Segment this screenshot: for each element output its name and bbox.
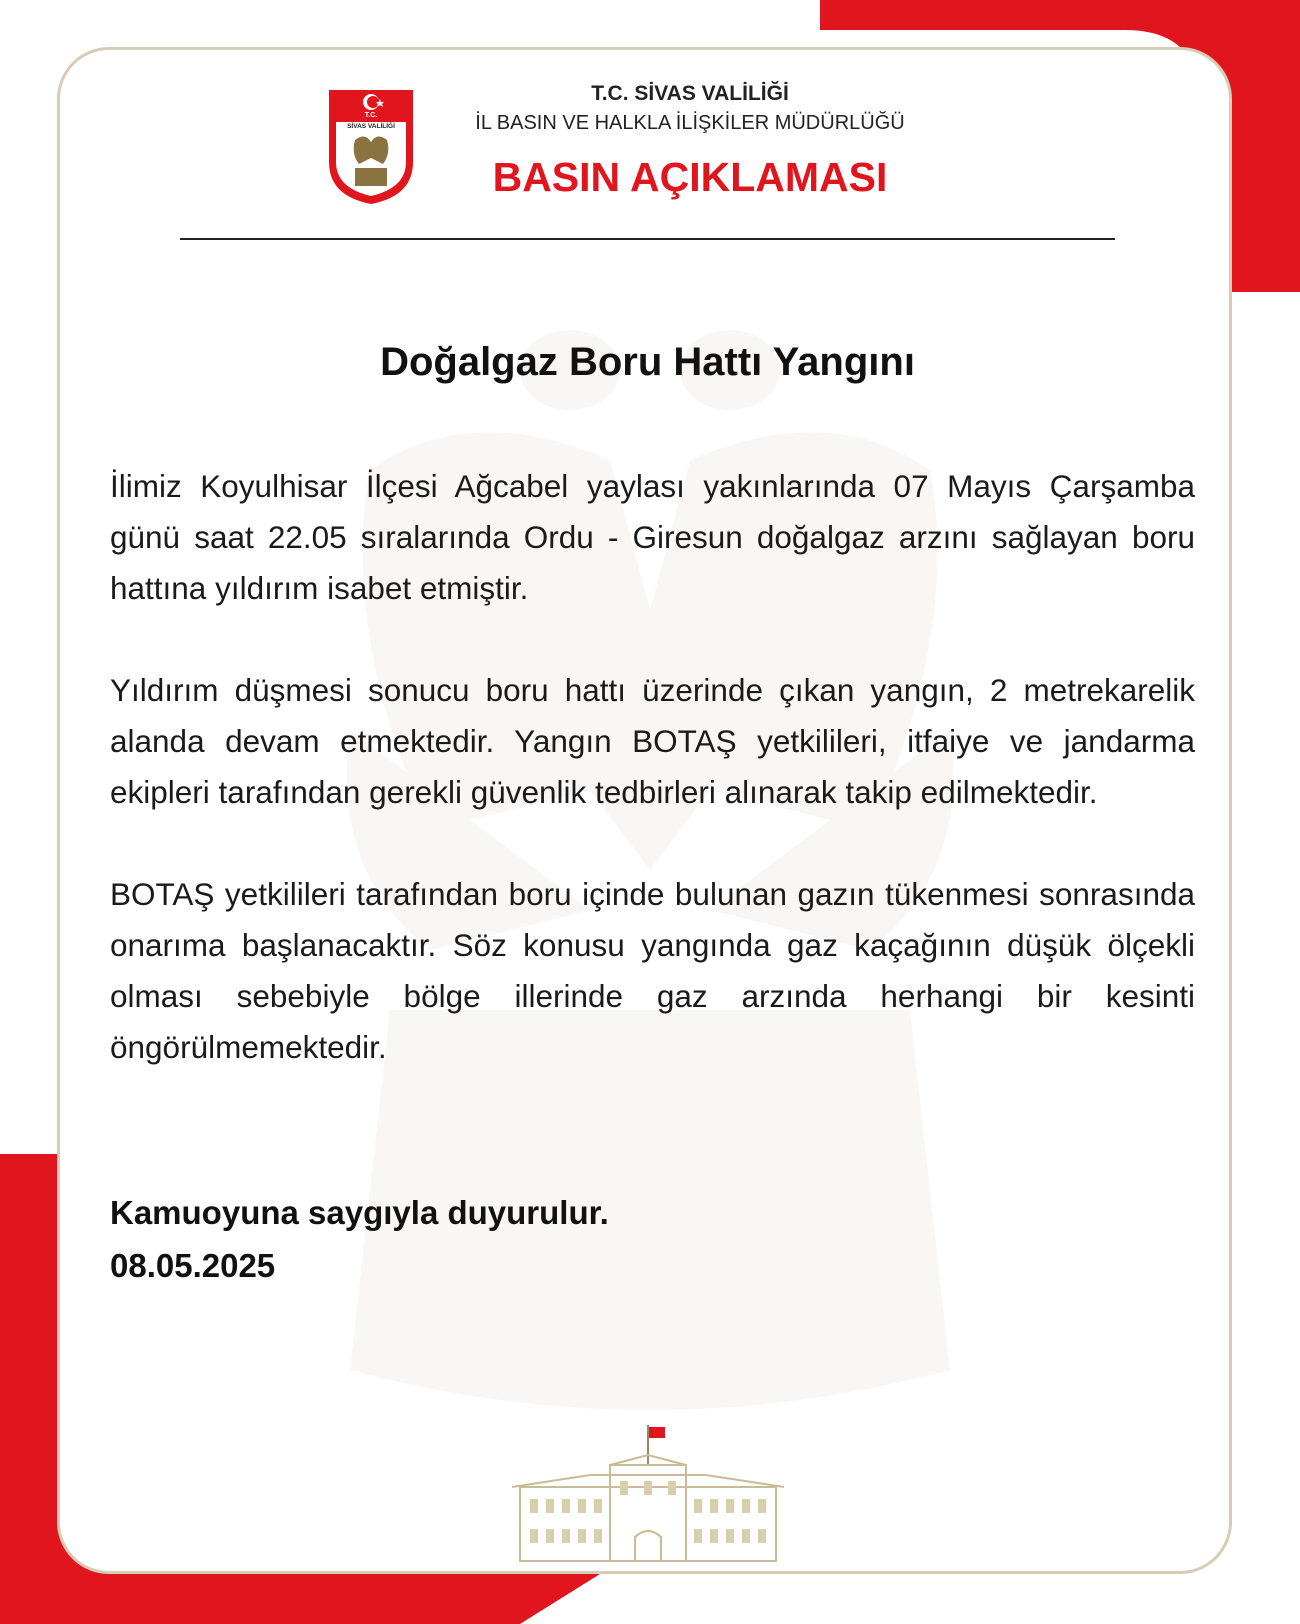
coat-of-arms-icon bbox=[325, 84, 417, 206]
document-body bbox=[110, 461, 1195, 1124]
document-date: 08.05.2025 bbox=[110, 1247, 276, 1284]
header-divider bbox=[180, 238, 1115, 240]
header-line-2: İL BASIN VE HALKLA İLİŞKİLER MÜDÜRLÜĞÜ bbox=[475, 112, 905, 134]
logo-band-text: SİVAS VALİLİĞİ bbox=[347, 123, 395, 130]
press-release-card bbox=[57, 47, 1232, 1574]
paragraph-2: Yıldırım düşmesi sonucu boru hattı üzerinde çıkan yangın, 2 metrekarelik alanda devam etmektedir. Yangın BOTAŞ yetkilileri, itfaiye ve jandarma ekipleri tarafından gerekli güvenlik tedbirleri alınarak takip edilmektedir. bbox=[110, 672, 1195, 810]
closing-line: Kamuoyuna saygıyla duyurulur. bbox=[110, 1194, 609, 1231]
header-line-1: T.C. SİVAS VALİLİĞİ bbox=[591, 82, 789, 105]
paragraph-3: BOTAŞ yetkilileri tarafından boru içinde bulunan gazın tükenmesi sonrasında onarıma başlanacaktır. Söz konusu yangında gaz kaçağının düşük ölçekli olması sebebiyle bölge illerinde gaz arzında herhangi bir kesinti öngörülmemektedir. bbox=[110, 876, 1195, 1065]
paragraph-1: İlimiz Koyulhisar İlçesi Ağcabel yaylası yakınlarında 07 Mayıs Çarşamba günü saat 22.05 sıralarında Ordu - Giresun doğalgaz arzını sağlayan boru hattına yıldırım isabet etmiştir. bbox=[110, 468, 1195, 606]
logo-top-text: T.C. bbox=[364, 112, 378, 119]
turkish-flag-icon bbox=[649, 1427, 665, 1438]
document-title: Doğalgaz Boru Hattı Yangını bbox=[380, 340, 915, 384]
header-title: BASIN AÇIKLAMASI bbox=[492, 154, 888, 200]
government-building-icon bbox=[510, 1425, 786, 1565]
